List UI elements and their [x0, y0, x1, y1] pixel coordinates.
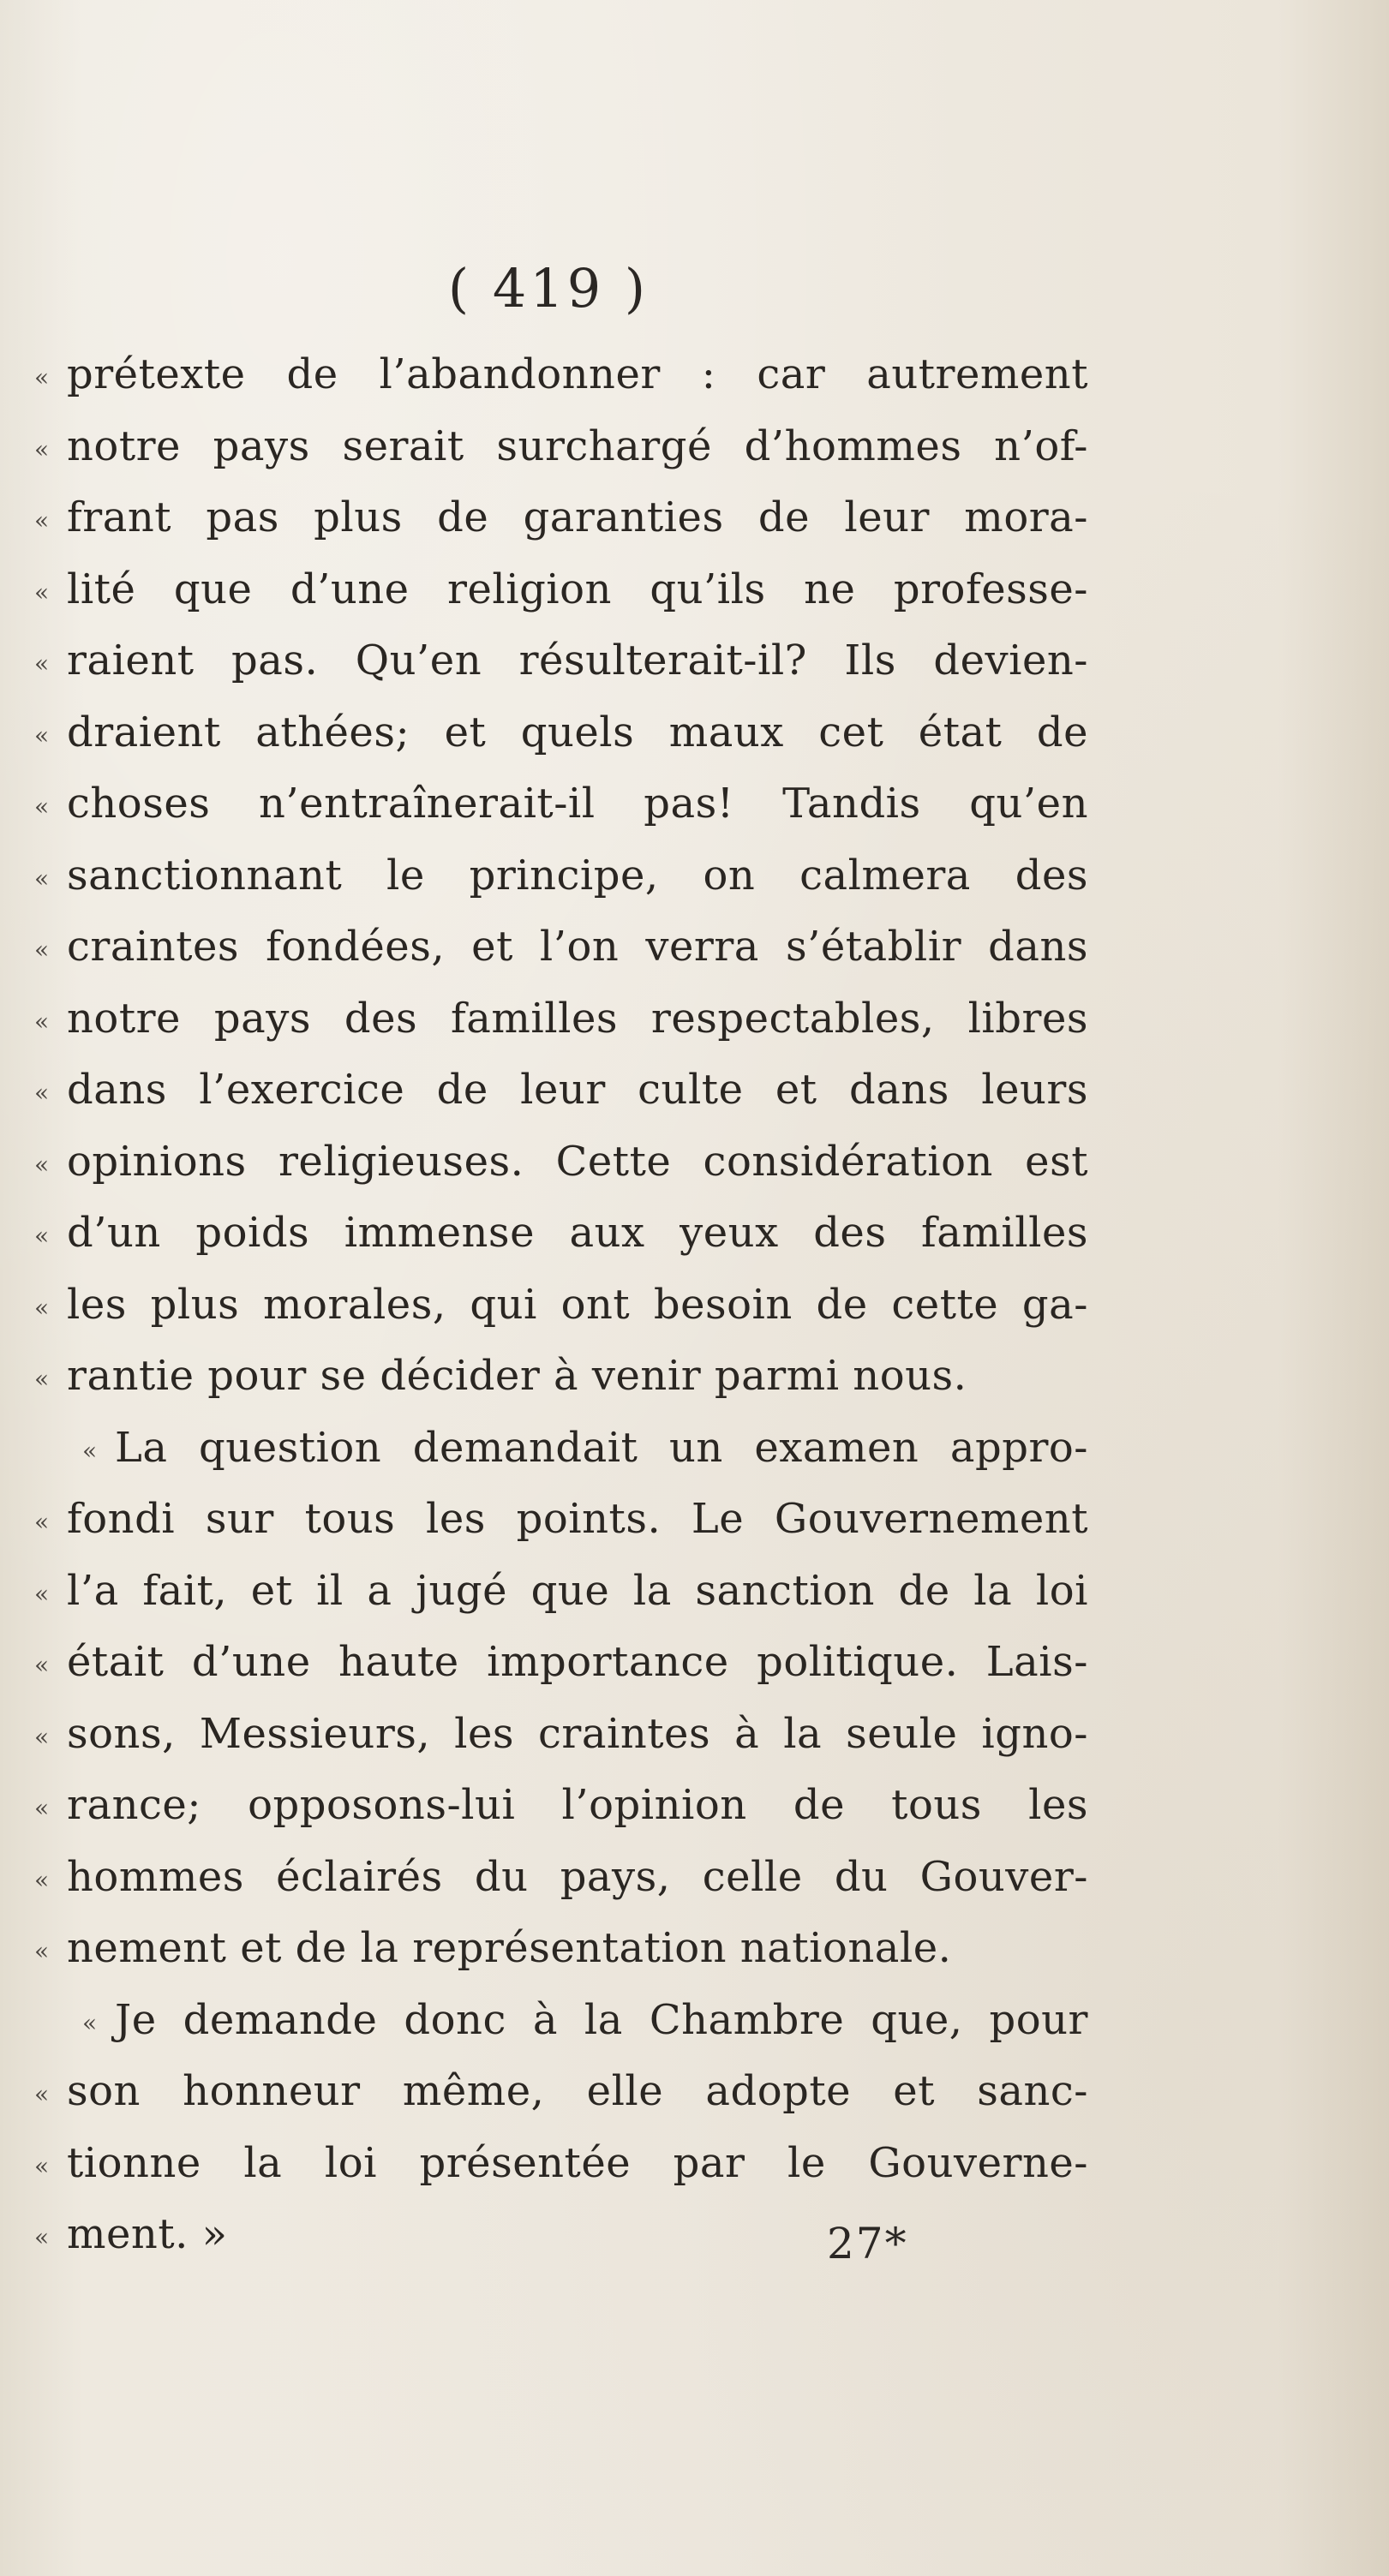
quote-mark: «: [34, 577, 50, 607]
page-number: ( 419 ): [447, 257, 650, 320]
line-text: son honneur même, elle adopte et sanc-: [67, 2067, 1088, 2115]
body-text: [34, 339, 1088, 2271]
text-line: [34, 2199, 1088, 2271]
text-line: [34, 1413, 1088, 1485]
text-line: [34, 1270, 1088, 1342]
text-line: [34, 1341, 1088, 1413]
text-line: [34, 482, 1088, 554]
line-text: dans l’exercice de leur culte et dans leurs: [67, 1066, 1088, 1114]
quote-mark: «: [34, 1794, 50, 1822]
text-line: [34, 1985, 1088, 2057]
quote-mark: «: [34, 1150, 50, 1179]
text-line: [34, 411, 1088, 483]
line-text: Je demande donc à la Chambre que, pour: [115, 1995, 1088, 2044]
paragraph-1: [34, 339, 1088, 1413]
quote-mark: «: [34, 2151, 50, 2180]
text-line: [34, 1556, 1088, 1628]
line-text: sanctionnant le principe, on calmera des: [67, 851, 1088, 900]
quote-mark: «: [34, 1079, 50, 1107]
text-line: [34, 625, 1088, 697]
text-line: [34, 911, 1088, 983]
line-text: était d’une haute importance politique. Lais-: [67, 1638, 1088, 1686]
line-text: craintes fondées, et l’on verra s’établir dans: [67, 923, 1088, 971]
signature-mark: 27*: [827, 2219, 908, 2268]
text-line: [34, 840, 1088, 912]
line-text: notre pays des familles respectables, libres: [67, 994, 1088, 1043]
line-text: d’un poids immense aux yeux des familles: [67, 1209, 1088, 1257]
line-text: l’a fait, et il a jugé que la sanction de la loi: [67, 1566, 1088, 1615]
line-text: choses n’entraînerait-il pas! Tandis qu’en: [67, 780, 1088, 828]
text-line: [34, 1913, 1088, 1985]
text-line: [34, 1842, 1088, 1914]
text-line: [34, 554, 1088, 626]
quote-mark: «: [34, 1865, 50, 1894]
line-text: ment. »: [67, 2210, 228, 2258]
quote-mark: «: [34, 649, 50, 678]
line-text: frant pas plus de garanties de leur mora-: [67, 493, 1088, 541]
quote-mark: «: [34, 1293, 50, 1322]
line-text: opinions religieuses. Cette considération est: [67, 1137, 1088, 1186]
line-text: tionne la loi présentée par le Gouverne-: [67, 2138, 1088, 2187]
quote-mark: «: [34, 1651, 50, 1679]
line-text: lité que d’une religion qu’ils ne professe-: [67, 565, 1088, 613]
line-text: nement et de la représentation nationale.: [67, 1924, 952, 1972]
text-line: [34, 1484, 1088, 1556]
line-text: draient athées; et quels maux cet état de: [67, 708, 1088, 756]
text-line: [34, 1627, 1088, 1699]
paragraph-2: [34, 1413, 1088, 1985]
quote-mark: «: [34, 363, 50, 391]
text-line: [34, 697, 1088, 769]
quote-mark: «: [34, 434, 50, 463]
text-line: [34, 1770, 1088, 1842]
quote-mark: «: [34, 1579, 50, 1608]
text-line: [34, 1198, 1088, 1270]
quote-mark: «: [34, 1222, 50, 1250]
quote-mark: «: [82, 2008, 98, 2037]
quote-mark: «: [82, 1436, 98, 1465]
line-text: La question demandait un examen appro-: [115, 1423, 1088, 1472]
line-text: rantie pour se décider à venir parmi nous.: [67, 1352, 967, 1400]
line-text: sons, Messieurs, les craintes à la seule igno-: [67, 1709, 1088, 1758]
quote-mark: «: [34, 935, 50, 964]
quote-mark: «: [34, 1937, 50, 1965]
line-text: rance; opposons-lui l’opinion de tous les: [67, 1781, 1088, 1829]
quote-mark: «: [34, 1007, 50, 1036]
text-line: [34, 983, 1088, 1055]
line-text: les plus morales, qui ont besoin de cette ga-: [67, 1280, 1088, 1329]
quote-mark: «: [34, 2223, 50, 2251]
text-line: [34, 1699, 1088, 1771]
line-text: hommes éclairés du pays, celle du Gouver-: [67, 1852, 1088, 1901]
quote-mark: «: [34, 1365, 50, 1393]
text-line: [34, 1127, 1088, 1198]
text-line: [34, 768, 1088, 840]
text-line: [34, 1055, 1088, 1127]
line-text: prétexte de l’abandonner : car autrement: [67, 350, 1088, 398]
quote-mark: «: [34, 792, 50, 821]
text-line: [34, 2056, 1088, 2128]
quote-mark: «: [34, 1508, 50, 1536]
quote-mark: «: [34, 2080, 50, 2108]
quote-mark: «: [34, 506, 50, 535]
text-line: [34, 2128, 1088, 2200]
text-line: [34, 339, 1088, 411]
line-text: raient pas. Qu’en résulterait-il? Ils devien-: [67, 637, 1088, 684]
quote-mark: «: [34, 1722, 50, 1751]
line-text: notre pays serait surchargé d’hommes n’of-: [67, 421, 1088, 470]
quote-mark: «: [34, 720, 50, 750]
paragraph-3: [34, 1985, 1088, 2271]
line-text: fondi sur tous les points. Le Gouvernement: [67, 1495, 1088, 1543]
quote-mark: «: [34, 864, 50, 893]
